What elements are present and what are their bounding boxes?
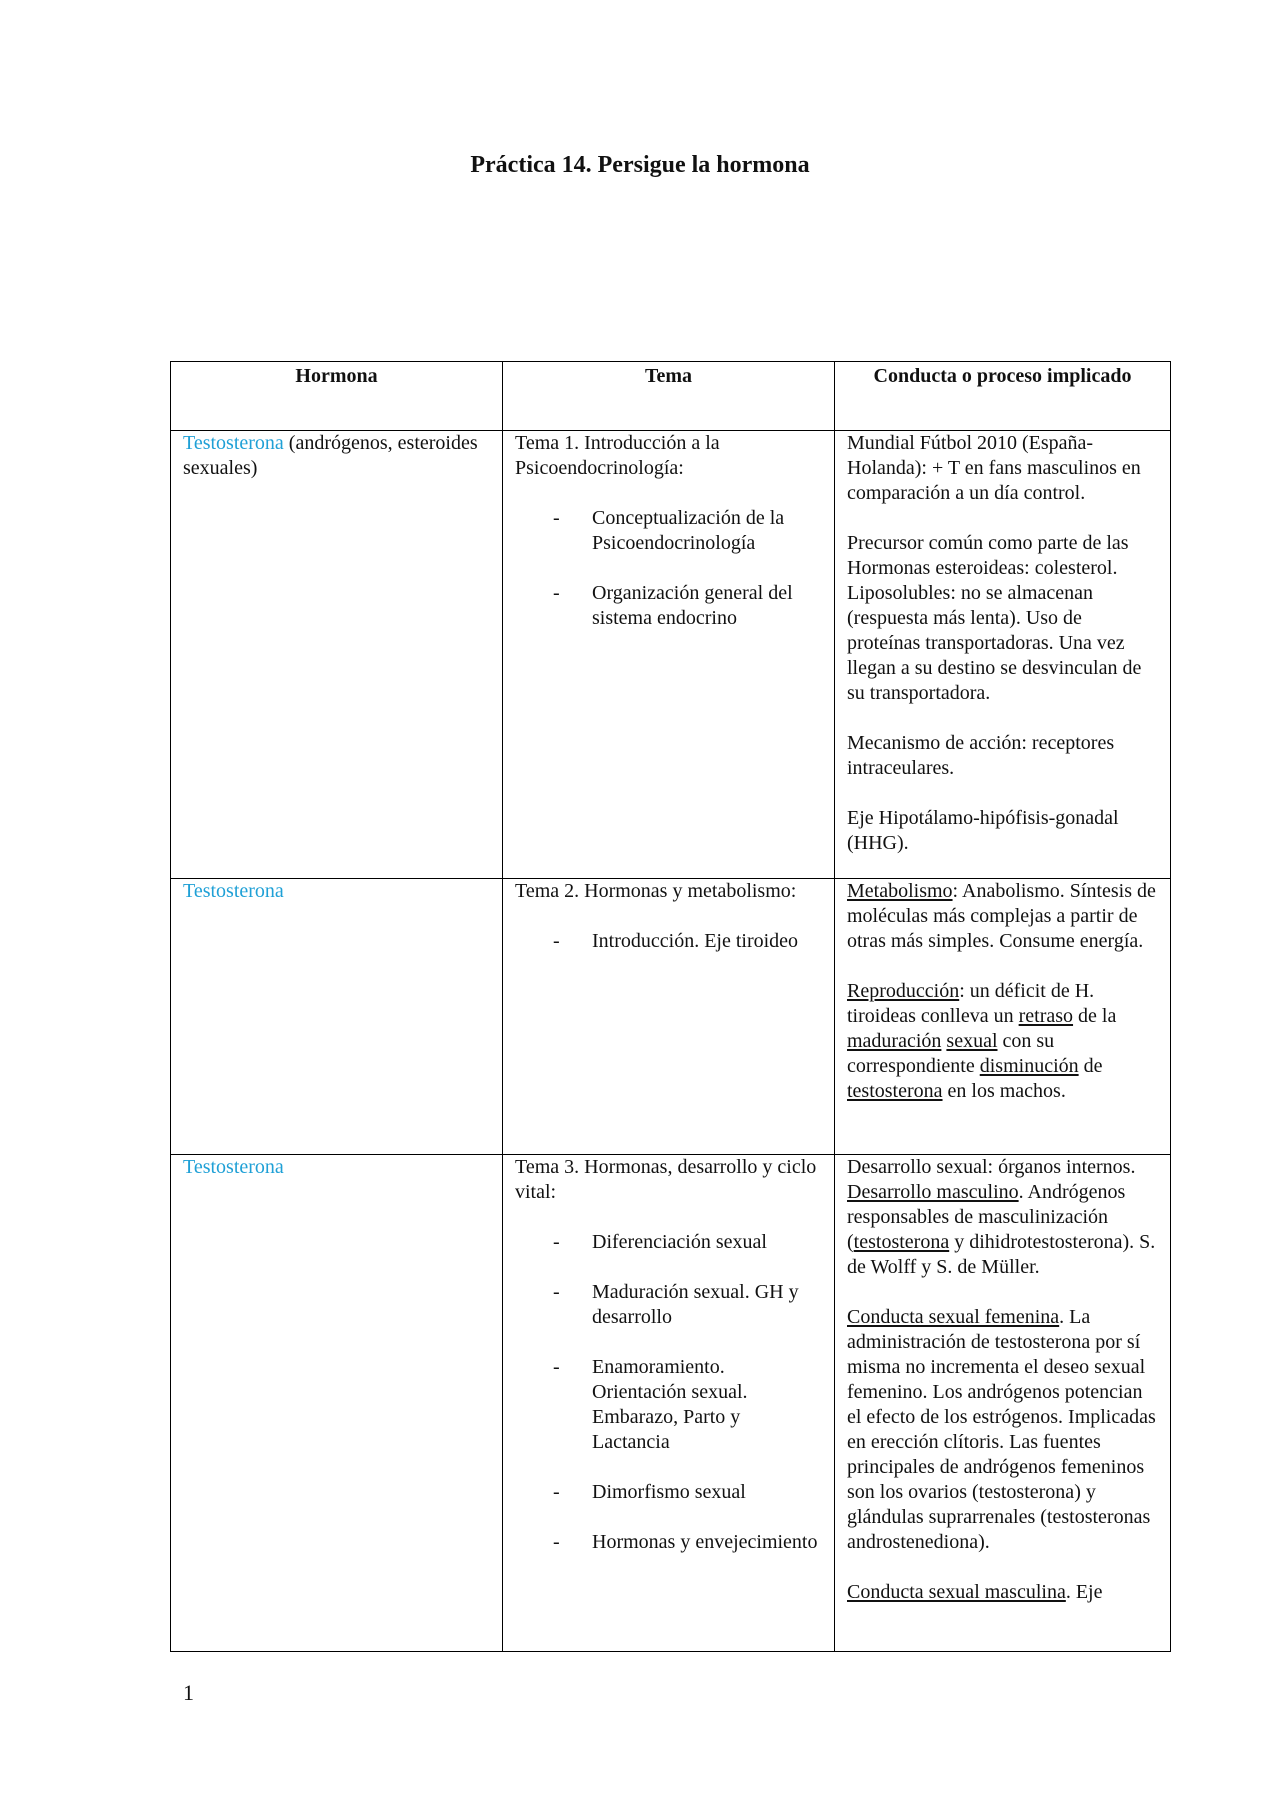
tema-title: Tema 2. Hormonas y metabolismo:: [515, 880, 797, 902]
underlined-term: retraso: [1018, 1005, 1074, 1027]
tema-list: [515, 506, 822, 631]
tema-cell: [503, 431, 835, 879]
underlined-term: Conducta sexual masculina: [847, 1581, 1066, 1603]
hormone-table: [170, 361, 1171, 1652]
header-tema: Tema: [503, 362, 835, 431]
hormone-name: Testosterona: [183, 432, 284, 454]
table-row: [171, 879, 1171, 1155]
hormone-cell: [171, 1155, 503, 1652]
hormone-extra: (andrógenos, esteroides sexuales): [183, 432, 478, 479]
underlined-term: Desarrollo masculino: [847, 1181, 1019, 1203]
paragraph: Desarrollo sexual: órganos internos. Desarrollo masculino. Andrógenos responsables de masculinización (testosterona y dihidrotestosterona). S. de Wolff y S. de Müller.: [847, 1156, 1156, 1278]
paragraph: Mecanismo de acción: receptores intraceulares.: [847, 732, 1115, 779]
paragraph: Conducta sexual masculina. Eje: [847, 1581, 1103, 1603]
underlined-term: testosterona: [853, 1231, 950, 1253]
tema-list: [515, 1230, 822, 1555]
underlined-term: Reproducción: [847, 980, 960, 1002]
hormone-name: Testosterona: [183, 880, 284, 902]
list-item: - Conceptualización de la Psicoendocrinología: [515, 506, 822, 556]
underlined-term: maduración: [847, 1030, 942, 1052]
paragraph: Metabolismo: Anabolismo. Síntesis de moléculas más complejas a partir de otras más simples. Consume energía.: [847, 880, 1156, 952]
table-header-row: [171, 362, 1171, 431]
underlined-term: Metabolismo: [847, 880, 953, 902]
header-hormona: Hormona: [171, 362, 503, 431]
tema-title: Tema 3. Hormonas, desarrollo y ciclo vital:: [515, 1156, 817, 1203]
conducta-cell: [835, 879, 1171, 1155]
table-row: [171, 431, 1171, 879]
list-item: - Enamoramiento. Orientación sexual. Embarazo, Parto y Lactancia: [515, 1355, 822, 1455]
list-item: - Organización general del sistema endocrino: [515, 581, 822, 631]
list-item: - Diferenciación sexual: [515, 1230, 822, 1255]
list-item: - Dimorfismo sexual: [515, 1480, 822, 1505]
tema-list: [515, 929, 822, 954]
conducta-cell: [835, 431, 1171, 879]
page-number: 1: [183, 1680, 194, 1705]
tema-title: Tema 1. Introducción a la Psicoendocrinología:: [515, 432, 720, 479]
underlined-term: disminución: [979, 1055, 1079, 1077]
underlined-term: sexual: [946, 1030, 998, 1052]
hormone-name: Testosterona: [183, 1156, 284, 1178]
list-item: - Hormonas y envejecimiento: [515, 1530, 822, 1555]
table-row: [171, 1155, 1171, 1652]
paragraph: Conducta sexual femenina. La administración de testosterona por sí misma no incrementa el deseo sexual femenino. Los andrógenos potencian el efecto de los estrógenos. Implicadas en erección clítoris. Las fuentes principales de andrógenos femeninos son los ovarios (testosterona) y glándulas suprarrenales (testosteronas androstenediona).: [847, 1306, 1156, 1553]
underlined-term: Conducta sexual femenina: [847, 1306, 1060, 1328]
hormone-cell: [171, 879, 503, 1155]
tema-cell: [503, 879, 835, 1155]
page-title: Práctica 14. Persigue la hormona: [470, 152, 810, 178]
header-conducta: Conducta o proceso implicado: [835, 362, 1171, 431]
list-item: - Maduración sexual. GH y desarrollo: [515, 1280, 822, 1330]
conducta-cell: [835, 1155, 1171, 1652]
paragraph: Eje Hipotálamo-hipófisis-gonadal (HHG).: [847, 807, 1119, 854]
paragraph: Reproducción: un déficit de H. tiroideas conlleva un retraso de la maduración sexual con su correspondiente disminución de testosterona en los machos.: [847, 980, 1117, 1102]
tema-cell: [503, 1155, 835, 1652]
underlined-term: testosterona: [847, 1080, 943, 1102]
paragraph: Precursor común como parte de las Hormonas esteroideas: colesterol. Liposolubles: no se almacenan (respuesta más lenta). Uso de proteínas transportadoras. Una vez llegan a su destino se desvinculan de su transportadora.: [847, 532, 1142, 704]
hormone-cell: [171, 431, 503, 879]
paragraph: Mundial Fútbol 2010 (España-Holanda): + T en fans masculinos en comparación a un día control.: [847, 432, 1141, 504]
list-item: - Introducción. Eje tiroideo: [515, 929, 822, 954]
